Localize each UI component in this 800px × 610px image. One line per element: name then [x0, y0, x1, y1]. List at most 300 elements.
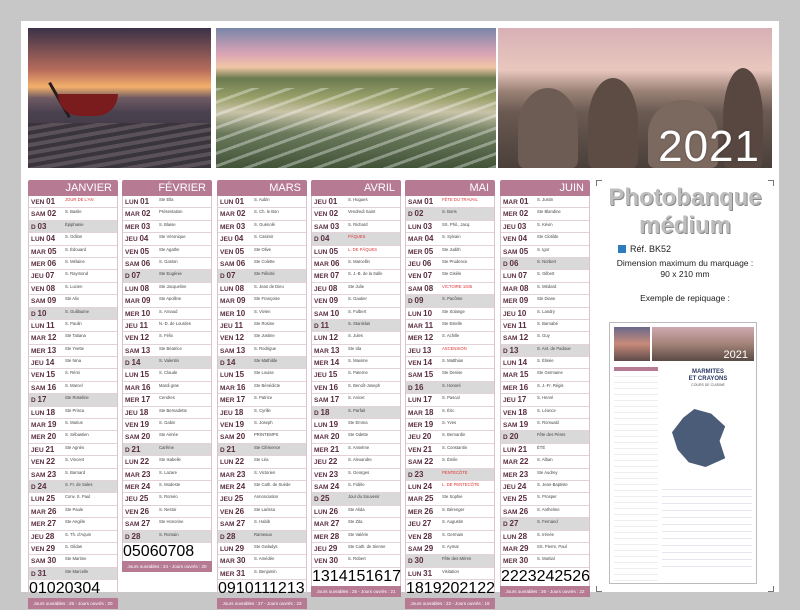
day-row — [218, 394, 306, 406]
day-number: LUN 17 — [408, 395, 433, 405]
day-row — [29, 518, 117, 530]
week-number: 19 — [423, 580, 442, 598]
day-number: SAM 19 — [503, 420, 529, 430]
day-row — [312, 506, 400, 518]
day-number: MER 17 — [220, 395, 246, 405]
day-row — [123, 233, 211, 245]
day-row — [312, 295, 400, 307]
saint-name: S. Guy — [537, 333, 550, 339]
day-row — [29, 394, 117, 406]
saint-name: Jour du Souvenir — [348, 494, 380, 500]
day-row — [406, 481, 494, 493]
saint-name: S. Valentin — [159, 358, 179, 364]
saint-name: S. Hugues — [348, 197, 368, 202]
saint-name: S. Nestor — [159, 506, 177, 512]
day-row — [29, 246, 117, 258]
saint-name: Ste Larissa — [254, 506, 275, 512]
week-number: 02 — [46, 580, 65, 598]
saint-name: S. Lucien — [65, 283, 83, 289]
saint-name: L. DE PENTECÔTE — [442, 481, 480, 487]
week-number: 15 — [347, 567, 366, 585]
day-number: VEN 16 — [314, 382, 339, 392]
day-row — [501, 531, 589, 543]
day-number: JEU 14 — [31, 358, 55, 368]
france-map — [672, 409, 728, 467]
product-subtitle: médium — [638, 212, 731, 239]
day-number: MAR 29 — [503, 543, 529, 553]
day-number: MAR 05 — [31, 246, 57, 256]
saint-name: Ste Apolline — [159, 296, 182, 302]
saint-name: Ste Clémence — [254, 444, 281, 450]
day-number: D 27 — [503, 519, 519, 529]
day-row — [501, 369, 589, 381]
week-number: 11 — [253, 580, 270, 598]
day-row — [406, 196, 494, 208]
saint-name: Ste Aimée — [159, 432, 179, 438]
day-row — [406, 332, 494, 344]
saint-name: S. Alexandre — [348, 457, 372, 463]
week-number: 16 — [365, 567, 384, 585]
day-row — [406, 419, 494, 431]
saint-name: PRINTEMPS — [254, 432, 279, 438]
day-number: D 07 — [220, 271, 236, 281]
day-number: JEU 22 — [314, 457, 338, 467]
day-row — [123, 469, 211, 481]
day-row — [501, 444, 589, 456]
reference-text: Réf. BK52 — [630, 244, 672, 254]
day-number: MER 27 — [31, 519, 57, 529]
day-number: JEU 06 — [408, 258, 432, 268]
saint-name: S. Vivien — [254, 308, 271, 314]
saint-name: S. Prosper — [537, 494, 557, 500]
day-row — [406, 531, 494, 543]
day-number: MAR 08 — [503, 283, 529, 293]
day-row — [406, 369, 494, 381]
day-number: MAR 25 — [408, 494, 434, 504]
day-row — [406, 407, 494, 419]
saint-name: Ste Marcelle — [65, 568, 89, 574]
saint-name: Annonciation — [254, 494, 279, 500]
day-row — [123, 208, 211, 220]
day-number: SAM 01 — [408, 197, 434, 206]
saint-name: S. Irénée — [537, 531, 554, 537]
saint-name: S. Basile — [65, 209, 82, 215]
day-row — [123, 493, 211, 505]
saint-name: S. Robert — [348, 556, 366, 562]
saint-name: S. Germain — [442, 531, 464, 537]
day-row — [312, 283, 400, 295]
day-row — [406, 270, 494, 282]
day-row — [406, 308, 494, 320]
week-number: 24 — [536, 567, 555, 585]
day-row — [501, 555, 589, 567]
photo-rice-terraces — [216, 28, 496, 168]
day-number: D 28 — [220, 531, 236, 541]
day-row — [501, 270, 589, 282]
saint-name: S. Th. d'Aquin — [65, 531, 92, 537]
day-row — [123, 332, 211, 344]
day-row — [123, 407, 211, 419]
day-number: D 25 — [314, 494, 330, 504]
day-number: VEN 26 — [125, 506, 150, 516]
day-row — [218, 283, 306, 295]
example-thumbnail — [609, 322, 757, 584]
day-number: SAM 10 — [314, 308, 340, 318]
day-row — [29, 543, 117, 555]
day-row — [501, 419, 589, 431]
day-row — [29, 493, 117, 505]
day-row — [501, 246, 589, 258]
day-row — [29, 258, 117, 270]
month-3 — [217, 180, 307, 609]
week-number: 12 — [269, 580, 287, 598]
saint-name: S. Romuald — [537, 420, 559, 426]
saint-name: Ste Yvette — [65, 345, 85, 351]
day-number: SAM 23 — [31, 469, 57, 479]
day-row — [501, 469, 589, 481]
saint-name: Ste Cath. de Suède — [254, 481, 291, 487]
day-number: D 06 — [503, 258, 519, 268]
saint-name: S. Marcel — [65, 382, 83, 388]
saint-name: Ste Olive — [254, 246, 271, 252]
saint-name: S. J.-Fr. Régis — [537, 382, 564, 388]
saint-name: Ste Léa — [254, 457, 269, 463]
day-row — [406, 394, 494, 406]
saint-name: Ste Agnès — [65, 444, 85, 450]
day-number: LUN 24 — [408, 481, 433, 491]
saint-name: S. Gilbert — [537, 271, 555, 277]
week-number: 13 — [312, 567, 330, 585]
day-number: VEN 30 — [314, 556, 339, 566]
saint-name: S. Gabin — [159, 420, 176, 426]
saint-name: S. Édouard — [65, 246, 86, 252]
day-row — [123, 345, 211, 357]
day-number: D 24 — [31, 481, 47, 491]
saint-name: S. Patrice — [254, 395, 273, 401]
day-number: LUN 18 — [31, 407, 56, 417]
day-row — [218, 419, 306, 431]
day-number: MER 20 — [31, 432, 57, 442]
day-row — [312, 233, 400, 245]
saint-name: S. Fulbert — [348, 308, 367, 314]
month-1 — [28, 180, 118, 609]
reference-icon — [618, 245, 626, 253]
day-number: VEN 14 — [408, 358, 433, 368]
day-row — [406, 258, 494, 270]
day-row — [218, 568, 306, 580]
day-number: SAM 27 — [125, 519, 151, 529]
day-row — [312, 493, 400, 505]
day-row — [29, 308, 117, 320]
day-number: VEN 09 — [314, 296, 339, 306]
day-number: VEN 04 — [503, 234, 528, 244]
week-number: 22 — [501, 567, 519, 585]
saint-name: ASCENSION — [442, 345, 467, 351]
day-number: MAR 02 — [125, 209, 151, 219]
day-number: MAR 12 — [31, 333, 57, 343]
day-number: LUN 22 — [220, 457, 245, 467]
day-row — [501, 382, 589, 394]
saint-name: S. Jean-Baptiste — [537, 481, 568, 487]
day-number: SAM 06 — [125, 258, 151, 268]
day-row — [312, 246, 400, 258]
saint-name: Ste Justine — [254, 333, 275, 339]
day-number: MAR 09 — [125, 296, 151, 306]
saint-name: S. Sylvain — [442, 234, 461, 240]
day-row — [501, 295, 589, 307]
saint-name: Ste Emma — [348, 420, 368, 426]
month-footer: Jours ouvrables : 24 - Jours ouvrés : 20 — [122, 561, 212, 572]
day-number: MER 19 — [408, 420, 434, 430]
day-number: VEN 01 — [31, 197, 56, 206]
day-number: MER 03 — [220, 221, 246, 231]
saint-name: SS. Phil., Jacq. — [442, 221, 471, 227]
day-number: MAR 23 — [220, 469, 246, 479]
day-row — [218, 382, 306, 394]
day-number: JEU 07 — [31, 271, 55, 281]
saint-name: Ste Nina — [65, 358, 82, 364]
day-number: D 23 — [408, 469, 424, 479]
saint-name: Ste Valérie — [348, 531, 369, 537]
saint-name: Ste Estelle — [442, 320, 463, 326]
saint-name: Ste Isabelle — [159, 457, 181, 463]
day-row — [29, 295, 117, 307]
day-number: SAM 03 — [314, 221, 340, 231]
day-row — [218, 469, 306, 481]
day-row — [501, 506, 589, 518]
day-row — [501, 518, 589, 530]
mini-brand — [662, 369, 754, 383]
month-footer: Jours ouvrables : 22 - Jours ouvrés : 19 — [405, 598, 495, 609]
saint-name: S. Léonce — [537, 407, 556, 413]
day-row — [501, 493, 589, 505]
saint-name: S. Marius — [65, 420, 83, 426]
day-number: MER 02 — [503, 209, 529, 219]
day-number: MAR 20 — [314, 432, 340, 442]
day-row — [312, 382, 400, 394]
week-number: 07 — [158, 542, 177, 560]
week-number: 10 — [235, 580, 254, 598]
week-number: 22 — [477, 580, 495, 598]
day-number: JEU 13 — [408, 345, 432, 355]
day-number: SAM 17 — [314, 395, 340, 405]
day-number: MAR 26 — [31, 506, 57, 516]
saint-name: S. Paulin — [65, 320, 82, 326]
day-row — [501, 332, 589, 344]
saint-name: S. Bernardin — [442, 432, 466, 438]
day-number: MAR 16 — [125, 382, 151, 392]
day-number: SAM 27 — [220, 519, 246, 529]
saint-name: Mardi gras — [159, 382, 179, 388]
day-row — [312, 308, 400, 320]
day-number: MER 26 — [408, 506, 434, 516]
saint-name: Ste Ida — [348, 345, 362, 351]
saint-name: S. Lazare — [159, 469, 177, 475]
saint-name: Ste Martine — [65, 556, 87, 562]
day-number: D 28 — [125, 531, 141, 541]
saint-name: Ste Diane — [537, 296, 556, 302]
saint-name: S. Blaise — [159, 221, 176, 227]
day-number: MAR 18 — [408, 407, 434, 417]
day-number: JEU 10 — [503, 308, 527, 318]
day-row — [123, 308, 211, 320]
day-row — [501, 221, 589, 233]
day-row — [29, 208, 117, 220]
saint-name: S. Landry — [537, 308, 555, 314]
day-number: MER 06 — [31, 258, 57, 268]
month-footer: Jours ouvrables : 27 - Jours ouvrés : 23 — [217, 598, 307, 609]
saint-name: Ste Prisca — [65, 407, 85, 413]
year-label: 2021 — [658, 122, 760, 168]
day-row — [218, 369, 306, 381]
saint-name: PENTECÔTE — [442, 469, 468, 475]
day-number: D 21 — [220, 444, 236, 454]
saint-name: Ste Alida — [348, 506, 365, 512]
example-label: Exemple de repiquage : — [640, 293, 730, 303]
day-number: D 11 — [314, 320, 329, 330]
day-row — [406, 208, 494, 220]
day-row — [312, 481, 400, 493]
day-number: MAR 16 — [220, 382, 246, 392]
day-number: LUN 10 — [408, 308, 433, 318]
day-row — [406, 493, 494, 505]
saint-name: JOUR DE L'AN — [65, 197, 94, 202]
day-row — [406, 555, 494, 567]
saint-name: S. Guillaume — [65, 308, 89, 314]
day-row — [29, 233, 117, 245]
saint-name: S. Benoît-Joseph — [348, 382, 381, 388]
saint-name: S. Mélaine — [65, 258, 85, 264]
day-number: D 13 — [503, 345, 519, 355]
day-row — [312, 431, 400, 443]
saint-name: Ste Germaine — [537, 370, 563, 376]
week-number: 05 — [123, 542, 141, 560]
day-row — [406, 283, 494, 295]
day-row — [501, 283, 589, 295]
saint-name: SS. Pierre, Paul — [537, 543, 567, 549]
day-row — [501, 233, 589, 245]
day-row — [406, 568, 494, 580]
day-number: LUN 15 — [125, 370, 150, 380]
day-row — [123, 419, 211, 431]
day-row — [29, 419, 117, 431]
day-row — [29, 270, 117, 282]
day-row — [29, 431, 117, 443]
saint-name: Ste Louise — [254, 370, 274, 376]
saint-name: Ste Judith — [442, 246, 461, 252]
saint-name: S. Anselme — [348, 444, 370, 450]
day-row — [312, 320, 400, 332]
day-row — [501, 481, 589, 493]
saint-name: Ste Bernadette — [159, 407, 187, 413]
day-row — [123, 518, 211, 530]
saint-name: S. Gautier — [348, 296, 367, 302]
saint-name: S. Odilon — [65, 234, 83, 240]
day-row — [406, 233, 494, 245]
day-number: MAR 30 — [220, 556, 246, 566]
saint-name: Ste Clotilde — [537, 234, 559, 240]
day-number: LUN 28 — [503, 531, 528, 541]
day-number: JEU 18 — [125, 407, 149, 417]
mini-brand-line1: MARMITES — [692, 369, 724, 375]
day-number: LUN 08 — [220, 283, 245, 293]
day-number: D 17 — [31, 395, 47, 405]
day-number: VEN 05 — [125, 246, 150, 256]
marking-panel — [596, 180, 774, 592]
saint-name: S. Ant. de Padoue — [537, 345, 571, 351]
day-number: MAR 13 — [314, 345, 340, 355]
day-row — [501, 407, 589, 419]
day-row — [218, 246, 306, 258]
saint-name: Ste Paule — [65, 506, 84, 512]
day-number: VEN 22 — [31, 457, 56, 467]
day-row — [29, 283, 117, 295]
day-number: LUN 19 — [314, 420, 339, 430]
day-row — [406, 295, 494, 307]
saint-name: S. Jean de Dieu — [254, 283, 284, 289]
saint-name: Ste Françoise — [254, 296, 280, 302]
day-number: D 03 — [31, 221, 47, 231]
day-row — [123, 283, 211, 295]
saint-name: S. Parfait — [348, 407, 366, 413]
saint-name: ÉTÉ — [537, 444, 546, 450]
day-number: VEN 08 — [31, 283, 56, 293]
saint-name: S. Pacôme — [442, 296, 463, 302]
saint-name: S. Fernand — [537, 519, 558, 525]
saint-name: Ste Véronique — [159, 234, 186, 240]
day-row — [29, 382, 117, 394]
day-row — [312, 369, 400, 381]
day-number: LUN 07 — [503, 271, 528, 281]
day-number: JEU 03 — [503, 221, 527, 231]
dimension-label: Dimension maximum du marquage : — [616, 258, 754, 268]
day-row — [123, 270, 211, 282]
day-number: SAM 09 — [31, 296, 57, 306]
saint-name: Ste Agathe — [159, 246, 180, 252]
saint-name: S. Raymond — [65, 271, 89, 277]
saint-name: S. Médard — [537, 283, 557, 289]
saint-name: S. Matthias — [442, 358, 463, 364]
product-title: Photobanque — [608, 184, 762, 211]
saint-name: S. Rémi — [65, 370, 80, 376]
week-number: 20 — [441, 580, 460, 598]
day-row — [406, 444, 494, 456]
day-number: JEU 15 — [314, 370, 338, 380]
day-number: LUN 14 — [503, 358, 528, 368]
day-number: VEN 11 — [503, 320, 527, 330]
saint-name: S. Boris — [442, 209, 457, 215]
month-footer: Jours ouvrables : 25 - Jours ouvrés : 20 — [28, 598, 118, 609]
day-row — [218, 221, 306, 233]
saint-name: S. Jules — [348, 333, 363, 339]
saint-name: S. Claude — [159, 370, 178, 376]
day-number: D 04 — [314, 234, 330, 244]
saint-name: Ste Colette — [254, 258, 275, 264]
day-number: SAM 02 — [31, 209, 57, 219]
day-row — [29, 221, 117, 233]
day-row — [123, 320, 211, 332]
day-number: VEN 21 — [408, 444, 433, 454]
day-row — [29, 357, 117, 369]
day-number: SAM 26 — [503, 506, 529, 516]
day-number: MAR 02 — [220, 209, 246, 219]
day-row — [406, 543, 494, 555]
day-row — [123, 481, 211, 493]
saint-name: Ste Béatrice — [159, 345, 182, 351]
day-row — [218, 531, 306, 543]
day-row — [218, 543, 306, 555]
day-row — [123, 221, 211, 233]
